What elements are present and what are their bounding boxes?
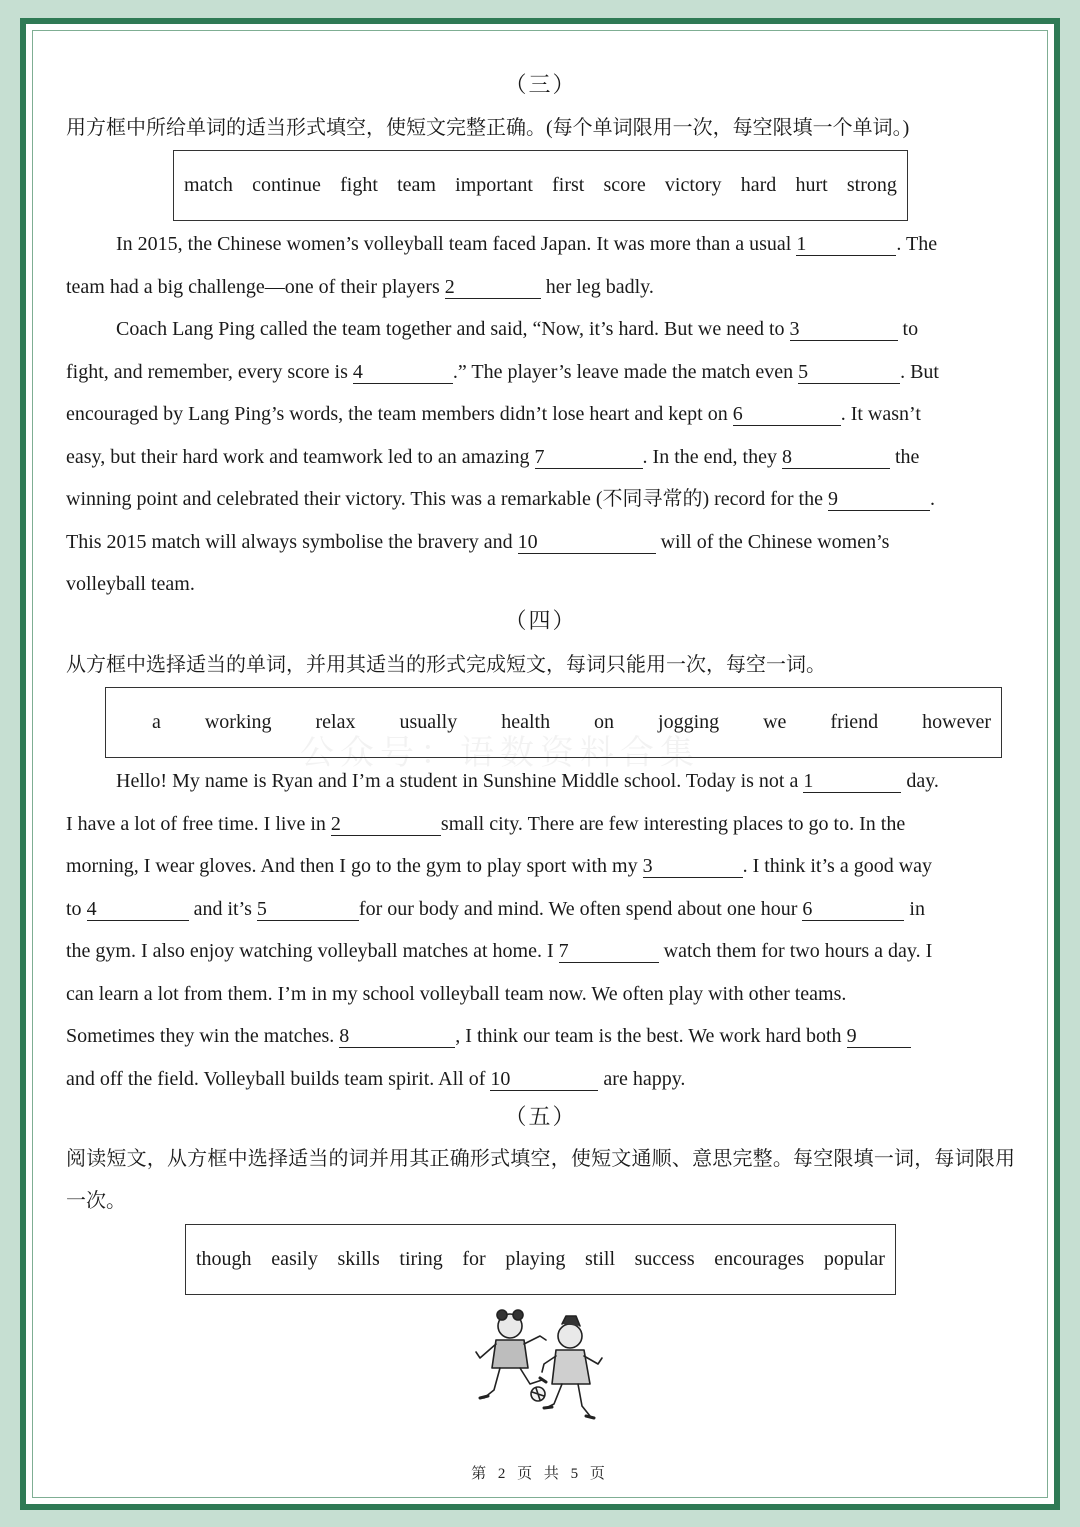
word-box-item: hurt	[795, 174, 828, 196]
passage-line: the gym. I also enjoy watching volleyball matches at home. I 7 watch them for two hours a day. I	[66, 940, 933, 962]
word-box-item: continue	[252, 174, 321, 196]
passage-line: This 2015 match will always symbolise the bravery and 10 will of the Chinese women’s	[66, 530, 890, 553]
answer-blank[interactable]: 4	[353, 361, 453, 384]
answer-blank[interactable]: 2	[445, 276, 541, 299]
passage-line: Hello! My name is Ryan and I’m a student in Sunshine Middle school. Today is not a 1 day.	[116, 770, 939, 792]
answer-blank[interactable]: 1	[803, 770, 901, 793]
section4-instruction: 从方框中选择适当的单词，并用其适当的形式完成短文，每词只能用一次，每空一词。	[66, 654, 826, 676]
word-box-item: a	[152, 711, 161, 733]
word-box-item: tiring	[399, 1248, 443, 1270]
section3-heading: （三）	[504, 72, 577, 97]
passage-line: morning, I wear gloves. And then I go to the gym to play sport with my 3 . I think it’s a good way	[66, 855, 933, 877]
word-box-item: victory	[664, 174, 722, 196]
word-box-item: jogging	[658, 711, 720, 733]
answer-blank[interactable]: 7	[535, 446, 643, 469]
word-box-item: relax	[315, 711, 356, 733]
word-box-item: hard	[740, 174, 777, 196]
word-box-item: success	[634, 1248, 695, 1270]
word-box-item: though	[196, 1248, 252, 1270]
word-box-item: easily	[271, 1248, 318, 1270]
word-box-item: health	[501, 711, 551, 733]
answer-blank[interactable]: 8	[782, 446, 890, 469]
answer-blank[interactable]: 4	[87, 898, 189, 921]
section5-word-box	[185, 1224, 896, 1295]
answer-blank[interactable]: 9	[847, 1025, 911, 1048]
passage-line: Sometimes they win the matches. 8 , I think our team is the best. We work hard both 9	[66, 1015, 1015, 1058]
word-box-item: still	[584, 1248, 615, 1270]
word-box-item: on	[594, 711, 615, 733]
passage-line: easy, but their hard work and teamwork led to an amazing 7 . In the end, they 8 the	[66, 445, 920, 468]
passage-line: to 4 and it’s 5 for our body and mind. We often spend about one hour 6 in	[66, 897, 925, 920]
word-box-item: working	[204, 711, 272, 733]
cuju-illustration	[466, 1306, 610, 1428]
section3-word-box	[173, 150, 908, 221]
section5-heading: （五）	[504, 1104, 577, 1129]
section4-heading: （四）	[504, 608, 577, 633]
section4-word-box	[105, 687, 1002, 758]
word-box-item: fight	[340, 174, 378, 196]
word-box-item: we	[763, 711, 787, 733]
passage-line: team had a big challenge—one of their players 2 her leg badly.	[66, 275, 654, 298]
word-box-item: however	[922, 711, 991, 733]
answer-blank[interactable]: 10	[490, 1068, 598, 1091]
section3-instruction: 用方框中所给单词的适当形式填空，使短文完整正确。(每个单词限用一次，每空限填一个单词。)	[66, 117, 910, 139]
passage-line: encouraged by Lang Ping’s words, the team members didn’t lose heart and kept on 6 . It wasn’t	[66, 403, 921, 425]
answer-blank[interactable]: 3	[643, 855, 743, 878]
answer-blank[interactable]: 2	[331, 813, 441, 836]
answer-blank[interactable]: 8	[339, 1025, 455, 1048]
passage-line: I have a lot of free time. I live in 2 small city. There are few interesting places to go to. In the	[66, 812, 906, 835]
section4-passage	[66, 760, 1015, 1100]
answer-blank[interactable]: 5	[798, 361, 900, 384]
word-box-item: team	[397, 174, 436, 196]
word-box-item: friend	[830, 711, 879, 733]
word-box-item: important	[455, 174, 533, 196]
passage-line: can learn a lot from them. I’m in my school volleyball team now. We often play with other teams.	[66, 982, 847, 1005]
word-box-item: match	[184, 174, 233, 196]
answer-blank[interactable]: 3	[790, 318, 898, 341]
word-box-item: for	[462, 1248, 486, 1270]
word-box-item: encourages	[714, 1248, 805, 1270]
answer-blank[interactable]: 9	[828, 488, 930, 511]
answer-blank[interactable]: 7	[559, 940, 659, 963]
page-number: 第 2 页 共 5 页	[471, 1466, 609, 1482]
answer-blank[interactable]: 5	[257, 898, 359, 921]
passage-line: volleyball team.	[66, 573, 195, 595]
passage-line: winning point and celebrated their victory. This was a remarkable (不同寻常的) record for the 9 .	[66, 488, 935, 510]
word-box-item: first	[552, 174, 585, 196]
section3-passage	[66, 223, 1015, 606]
passage-line: Coach Lang Ping called the team together and said, “Now, it’s hard. But we need to 3 to	[116, 318, 919, 340]
answer-blank[interactable]: 6	[802, 898, 904, 921]
watermark-text: 公众号：语数资料合集	[300, 733, 700, 773]
word-box-item: skills	[337, 1248, 380, 1270]
answer-blank[interactable]: 10	[518, 531, 656, 554]
section5-instruction: 阅读短文，从方框中选择适当的词并用其正确形式填空，使短文通顺、意思完整。每空限填一词，每词限用一次。	[66, 1148, 1015, 1212]
word-box-item: popular	[823, 1248, 885, 1270]
answer-blank[interactable]: 1	[796, 233, 896, 256]
passage-line: and off the field. Volleyball builds team spirit. All of 10 are happy.	[66, 1067, 686, 1090]
word-box-item: playing	[505, 1248, 566, 1270]
word-box-item: strong	[846, 174, 897, 196]
passage-line: In 2015, the Chinese women’s volleyball team faced Japan. It was more than a usual 1 . The	[116, 233, 938, 255]
word-box-item: score	[603, 174, 646, 196]
word-box-item: usually	[399, 711, 458, 733]
answer-blank[interactable]: 6	[733, 403, 841, 426]
passage-line: fight, and remember, every score is 4 .” The player’s leave made the match even 5 . But	[66, 360, 939, 383]
